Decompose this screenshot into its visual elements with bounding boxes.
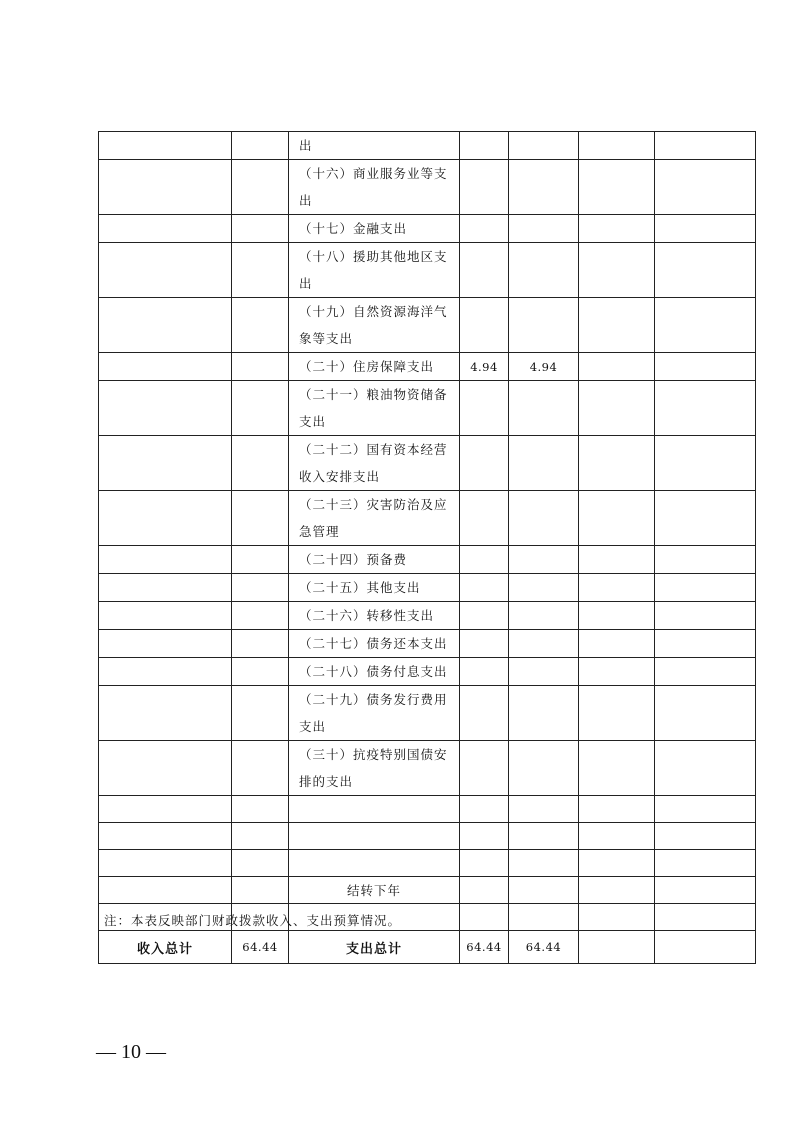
fund-budget-cell — [579, 686, 655, 741]
expense-total-cell — [460, 796, 509, 823]
income-amount-cell — [232, 298, 289, 353]
general-budget-cell — [509, 160, 579, 215]
capital-budget-cell — [655, 630, 756, 658]
expense-total-cell — [460, 904, 509, 931]
general-budget-cell — [509, 904, 579, 931]
income-amount-cell — [232, 215, 289, 243]
income-amount-cell — [232, 160, 289, 215]
table-row — [99, 658, 756, 686]
fund-budget-cell — [579, 931, 655, 964]
income-item-cell — [99, 602, 232, 630]
income-amount-cell — [232, 630, 289, 658]
fund-budget-cell — [579, 215, 655, 243]
expense-total-cell — [460, 602, 509, 630]
table-row — [99, 353, 756, 381]
expense-total-cell — [460, 546, 509, 574]
general-budget-cell — [509, 436, 579, 491]
expense-item-cell: （十九）自然资源海洋气象等支出 — [289, 298, 460, 353]
expense-item-cell: （二十七）债务还本支出 — [289, 630, 460, 658]
table-row — [99, 298, 756, 353]
income-amount-cell — [232, 353, 289, 381]
expense-total-cell — [460, 630, 509, 658]
expense-total-cell — [460, 741, 509, 796]
expense-total-cell — [460, 436, 509, 491]
table-row — [99, 796, 756, 823]
income-item-cell — [99, 160, 232, 215]
capital-budget-cell — [655, 491, 756, 546]
general-budget-cell — [509, 381, 579, 436]
expense-total-value: 64.44 — [460, 931, 509, 964]
fund-budget-cell — [579, 132, 655, 160]
expense-item-cell: 出 — [289, 132, 460, 160]
expense-total-cell — [460, 658, 509, 686]
expense-total-cell — [460, 298, 509, 353]
table-row — [99, 823, 756, 850]
general-budget-cell — [509, 658, 579, 686]
general-budget-cell — [509, 243, 579, 298]
table-row — [99, 160, 756, 215]
capital-budget-cell — [655, 436, 756, 491]
fund-budget-cell — [579, 160, 655, 215]
general-budget-cell — [509, 574, 579, 602]
expense-total-cell: 4.94 — [460, 353, 509, 381]
expense-item-cell: （十六）商业服务业等支出 — [289, 160, 460, 215]
general-budget-cell — [509, 491, 579, 546]
general-budget-cell — [509, 630, 579, 658]
expense-item-cell: （二十二）国有资本经营收入安排支出 — [289, 436, 460, 491]
income-amount-cell — [232, 436, 289, 491]
table-row — [99, 574, 756, 602]
income-amount-cell — [232, 243, 289, 298]
income-amount-cell — [232, 546, 289, 574]
expense-item-cell — [289, 823, 460, 850]
income-item-cell — [99, 132, 232, 160]
fund-budget-cell — [579, 904, 655, 931]
income-amount-cell — [232, 686, 289, 741]
capital-budget-cell — [655, 602, 756, 630]
fund-budget-cell — [579, 298, 655, 353]
income-amount-cell — [232, 877, 289, 904]
income-item-cell — [99, 243, 232, 298]
general-budget-cell: 4.94 — [509, 353, 579, 381]
expense-item-cell: （二十）住房保障支出 — [289, 353, 460, 381]
capital-budget-cell — [655, 850, 756, 877]
expense-item-cell: （二十八）债务付息支出 — [289, 658, 460, 686]
income-amount-cell — [232, 491, 289, 546]
expense-total-cell — [460, 491, 509, 546]
expense-item-cell: （二十三）灾害防治及应急管理 — [289, 491, 460, 546]
general-budget-cell — [509, 686, 579, 741]
income-amount-cell — [232, 381, 289, 436]
capital-budget-cell — [655, 381, 756, 436]
table-row — [99, 850, 756, 877]
income-item-cell — [99, 546, 232, 574]
expense-item-cell: （二十一）粮油物资储备支出 — [289, 381, 460, 436]
income-amount-cell — [232, 850, 289, 877]
income-item-cell — [99, 574, 232, 602]
table-row — [99, 741, 756, 796]
expense-item-cell: （二十六）转移性支出 — [289, 602, 460, 630]
fund-budget-cell — [579, 546, 655, 574]
fund-budget-cell — [579, 796, 655, 823]
expense-total-cell — [460, 381, 509, 436]
fund-budget-cell — [579, 381, 655, 436]
income-item-cell — [99, 850, 232, 877]
expense-total-cell — [460, 160, 509, 215]
table-row — [99, 877, 756, 904]
expense-total-cell — [460, 132, 509, 160]
fund-budget-cell — [579, 436, 655, 491]
expense-total-cell — [460, 686, 509, 741]
expense-item-cell: （二十九）债务发行费用支出 — [289, 686, 460, 741]
capital-budget-cell — [655, 546, 756, 574]
table-row — [99, 381, 756, 436]
capital-budget-cell — [655, 215, 756, 243]
general-budget-cell — [509, 796, 579, 823]
expense-item-cell: （十八）援助其他地区支出 — [289, 243, 460, 298]
income-amount-cell — [232, 602, 289, 630]
general-budget-total-value: 64.44 — [509, 931, 579, 964]
fund-budget-cell — [579, 491, 655, 546]
table-row — [99, 243, 756, 298]
capital-budget-cell — [655, 904, 756, 931]
table-row — [99, 686, 756, 741]
capital-budget-cell — [655, 931, 756, 964]
income-item-cell — [99, 741, 232, 796]
fund-budget-cell — [579, 353, 655, 381]
capital-budget-cell — [655, 796, 756, 823]
fund-budget-cell — [579, 602, 655, 630]
totals-row — [99, 931, 756, 964]
income-item-cell — [99, 381, 232, 436]
income-total-label: 收入总计 — [99, 931, 232, 964]
capital-budget-cell — [655, 298, 756, 353]
fund-budget-cell — [579, 243, 655, 298]
expense-item-cell: （三十）抗疫特别国债安排的支出 — [289, 741, 460, 796]
income-item-cell — [99, 823, 232, 850]
income-amount-cell — [232, 132, 289, 160]
fund-budget-cell — [579, 823, 655, 850]
table-footnote: 注：本表反映部门财政拨款收入、支出预算情况。 — [104, 913, 402, 928]
expense-total-cell — [460, 574, 509, 602]
capital-budget-cell — [655, 132, 756, 160]
income-item-cell — [99, 796, 232, 823]
fund-budget-cell — [579, 850, 655, 877]
general-budget-cell — [509, 741, 579, 796]
income-amount-cell — [232, 741, 289, 796]
fund-budget-cell — [579, 877, 655, 904]
income-item-cell — [99, 298, 232, 353]
income-item-cell — [99, 491, 232, 546]
table-row — [99, 215, 756, 243]
income-item-cell — [99, 215, 232, 243]
fund-budget-cell — [579, 741, 655, 796]
expense-item-cell — [289, 850, 460, 877]
expense-item-cell: （十七）金融支出 — [289, 215, 460, 243]
expense-total-cell — [460, 850, 509, 877]
table-row — [99, 602, 756, 630]
general-budget-cell — [509, 298, 579, 353]
income-item-cell — [99, 630, 232, 658]
carryover-label: 结转下年 — [289, 877, 460, 904]
general-budget-cell — [509, 823, 579, 850]
expense-total-cell — [460, 215, 509, 243]
fund-budget-cell — [579, 658, 655, 686]
income-amount-cell — [232, 823, 289, 850]
capital-budget-cell — [655, 574, 756, 602]
expense-total-cell — [460, 877, 509, 904]
page-number: — 10 — — [96, 1041, 166, 1063]
general-budget-cell — [509, 215, 579, 243]
expense-total-label: 支出总计 — [289, 931, 460, 964]
fund-budget-cell — [579, 630, 655, 658]
income-amount-cell — [232, 658, 289, 686]
general-budget-cell — [509, 877, 579, 904]
expense-item-cell: （二十四）预备费 — [289, 546, 460, 574]
income-item-cell — [99, 353, 232, 381]
budget-table — [98, 131, 756, 964]
income-item-cell — [99, 877, 232, 904]
income-item-cell — [99, 436, 232, 491]
income-total-value: 64.44 — [232, 931, 289, 964]
general-budget-cell — [509, 132, 579, 160]
expense-item-cell: （二十五）其他支出 — [289, 574, 460, 602]
capital-budget-cell — [655, 741, 756, 796]
general-budget-cell — [509, 546, 579, 574]
general-budget-cell — [509, 602, 579, 630]
capital-budget-cell — [655, 877, 756, 904]
capital-budget-cell — [655, 243, 756, 298]
income-item-cell — [99, 686, 232, 741]
income-amount-cell — [232, 574, 289, 602]
expense-total-cell — [460, 823, 509, 850]
expense-total-cell — [460, 243, 509, 298]
table-row — [99, 436, 756, 491]
table-row — [99, 630, 756, 658]
income-item-cell — [99, 658, 232, 686]
capital-budget-cell — [655, 353, 756, 381]
capital-budget-cell — [655, 658, 756, 686]
general-budget-cell — [509, 850, 579, 877]
capital-budget-cell — [655, 823, 756, 850]
capital-budget-cell — [655, 686, 756, 741]
income-amount-cell — [232, 796, 289, 823]
fund-budget-cell — [579, 574, 655, 602]
table-row — [99, 491, 756, 546]
expense-item-cell — [289, 796, 460, 823]
table-row — [99, 546, 756, 574]
table-row — [99, 132, 756, 160]
capital-budget-cell — [655, 160, 756, 215]
